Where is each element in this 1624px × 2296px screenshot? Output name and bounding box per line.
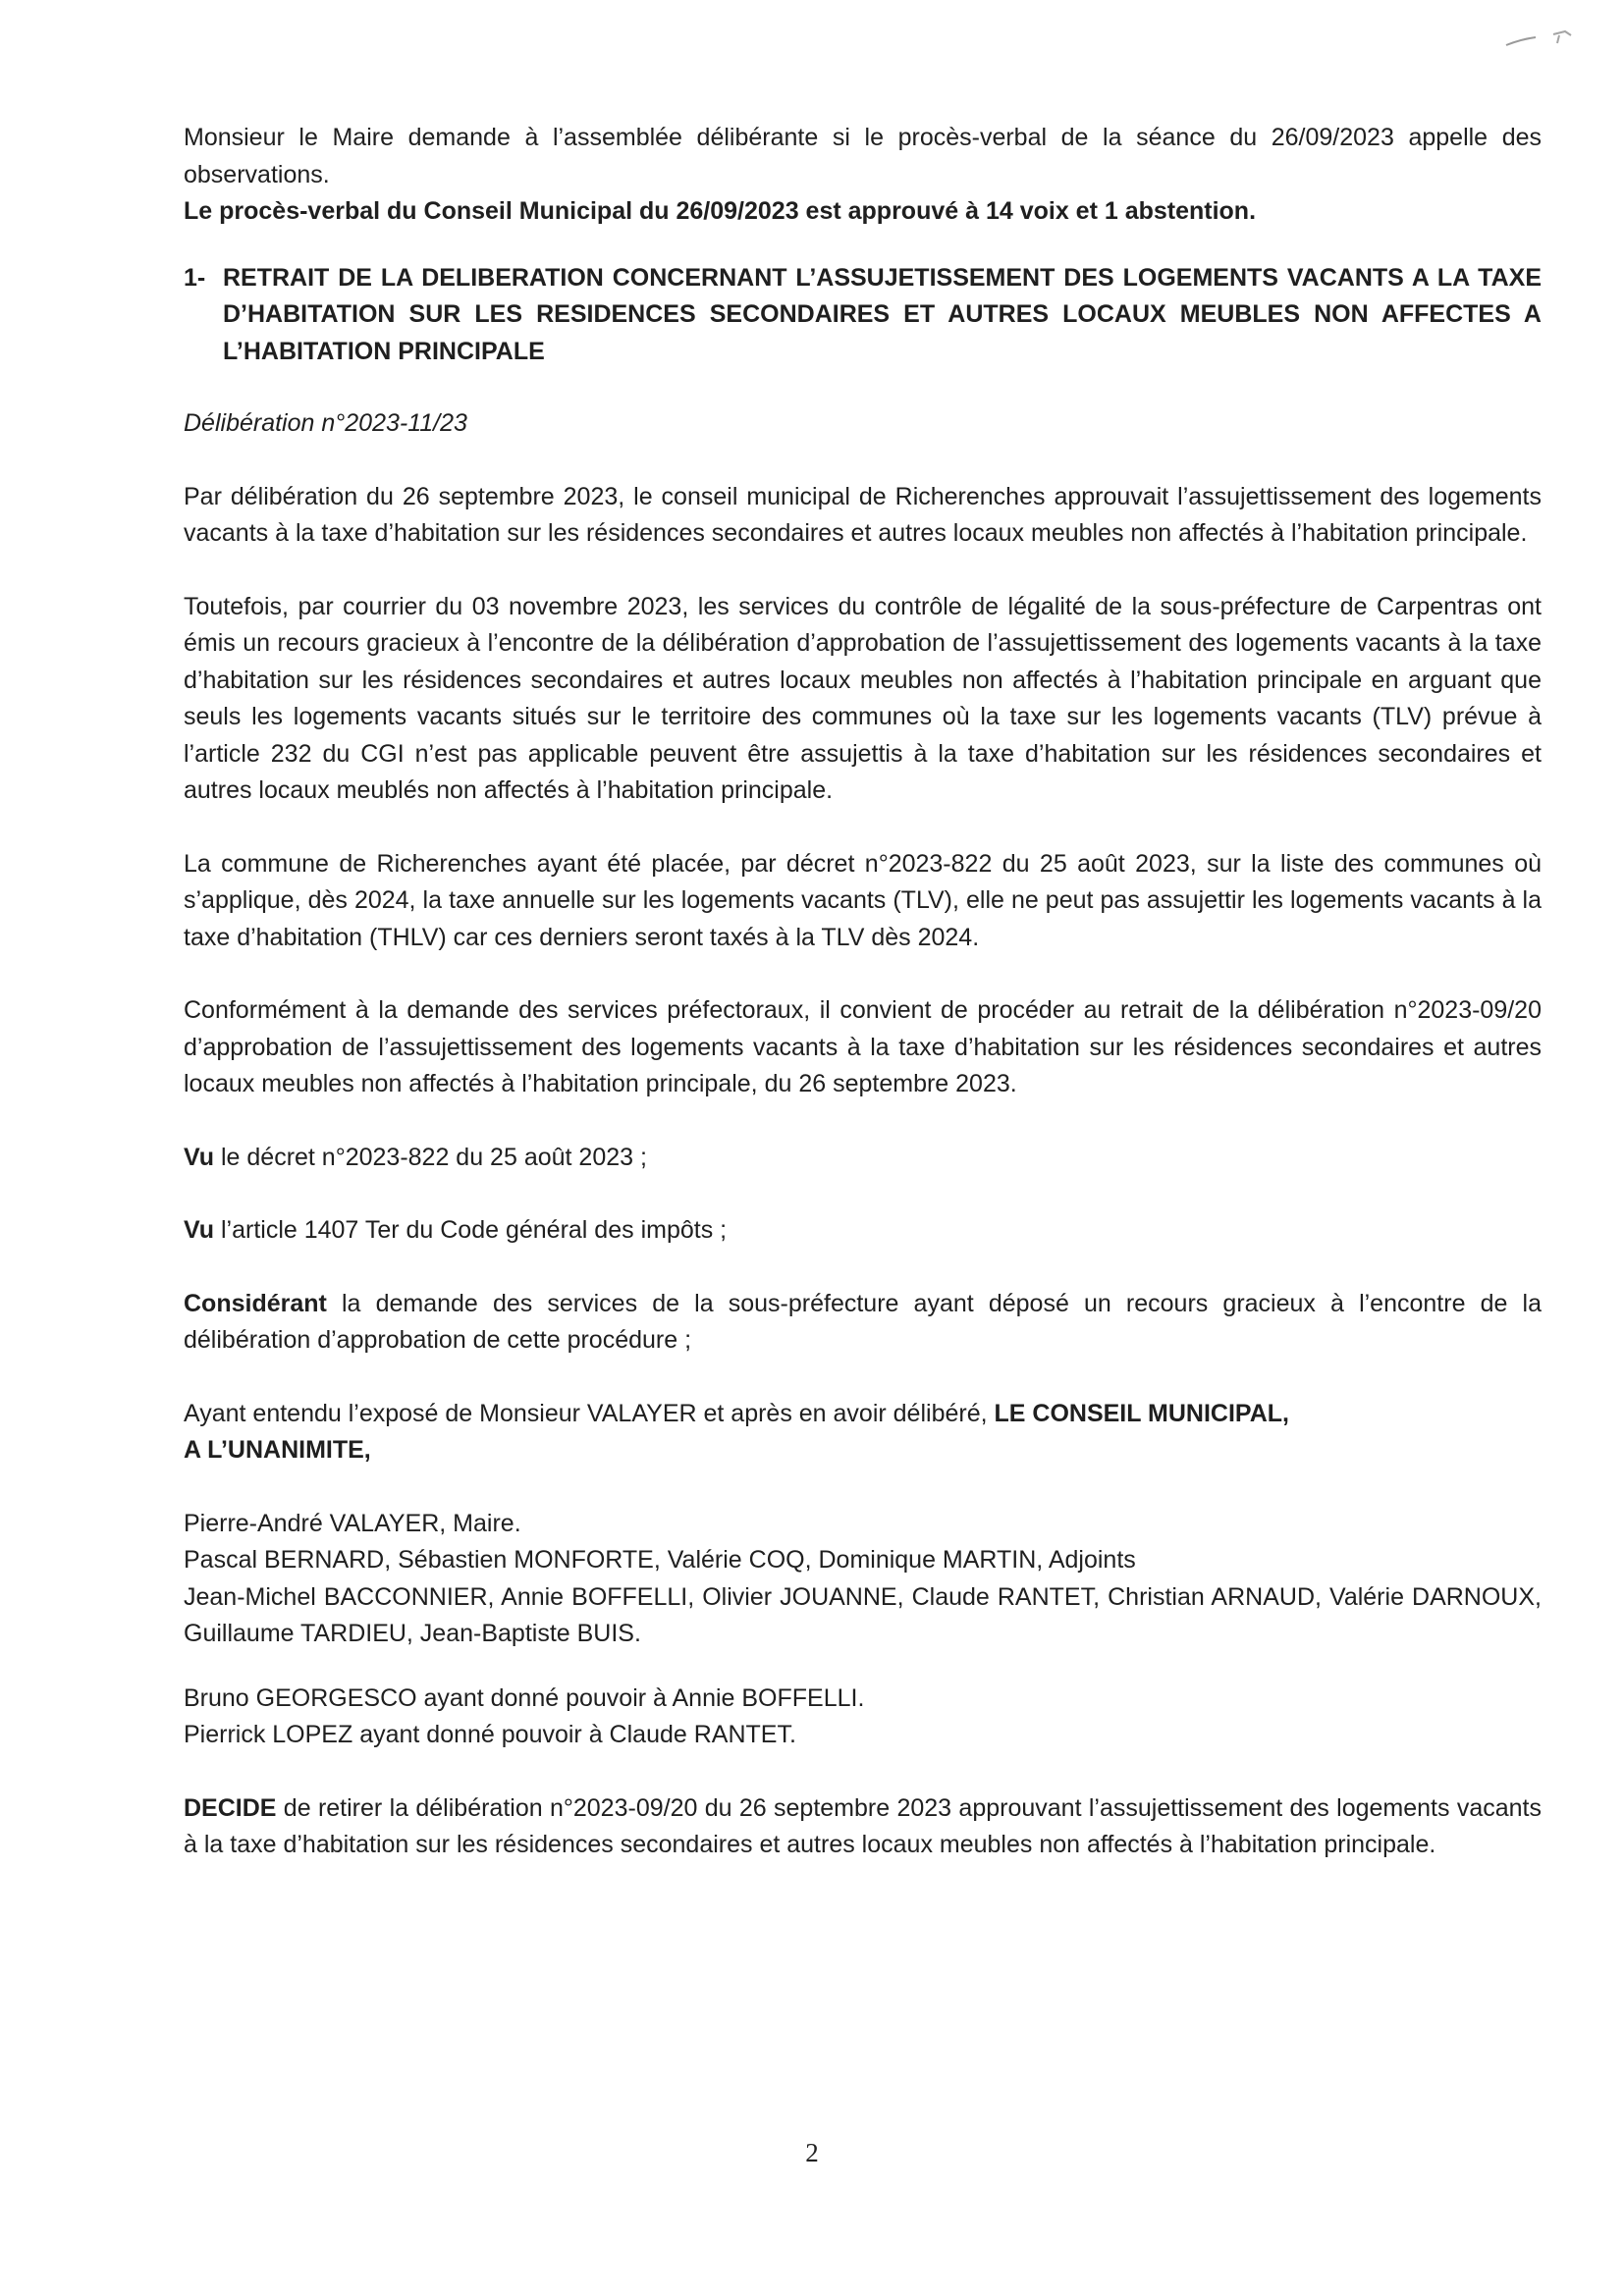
section-heading (184, 260, 1542, 371)
proxy-2: Pierrick LOPEZ ayant donné pouvoir à Claude RANTET. (184, 1721, 796, 1748)
paragraph-3: La commune de Richerenches ayant été placée, par décret n°2023-822 du 25 août 2023, sur la liste des communes où s’applique, dès 2024, la taxe annuelle sur les logements vacants (TLV), elle ne peut pas assujettir les logements vacants à la taxe d’habitation (THLV) car ces derniers seront taxés à la TLV dès 2024. (184, 849, 1542, 951)
proxy-1: Bruno GEORGESCO ayant donné pouvoir à Annie BOFFELLI. (184, 1683, 865, 1712)
intro-line: Monsieur le Maire demande à l’assemblée délibérante si le procès-verbal de la séance du 26/09/2023 appelle des observations. (184, 124, 1542, 188)
approval-statement: Le procès-verbal du Conseil Municipal du 26/09/2023 est approuvé à 14 voix et 1 abstention. (184, 197, 1257, 225)
vu-article (184, 1212, 1542, 1250)
document-page (184, 120, 1542, 1864)
attendee-adjoints: Pascal BERNARD, Sébastien MONFORTE, Valérie COQ, Dominique MARTIN, Adjoints (184, 1546, 1136, 1574)
decision-label: DECIDE (184, 1793, 277, 1822)
conseil-municipal: LE CONSEIL MUNICIPAL, (994, 1399, 1289, 1427)
decision (184, 1790, 1542, 1864)
considerant-label: Considérant (184, 1289, 327, 1317)
vu-article-text: l’article 1407 Ter du Code général des impôts ; (214, 1216, 728, 1244)
scan-artifact-mark (1496, 26, 1585, 55)
deliberation-number: Délibération n°2023-11/23 (184, 409, 467, 437)
paragraph-1: Par délibération du 26 septembre 2023, le conseil municipal de Richerenches approuvait l’assujettissement des logements vacants à la taxe d’habitation sur les résidences secondaires et autres locaux meubles non affectés à l’habitation principale. (184, 482, 1542, 547)
ayant-entendu-text: Ayant entendu l’exposé de Monsieur VALAYER et après en avoir délibéré, (184, 1399, 995, 1427)
attendee-maire: Pierre-André VALAYER, Maire. (184, 1509, 521, 1537)
unanimite: A L’UNANIMITE, (184, 1436, 371, 1464)
vu-decret (184, 1140, 1542, 1177)
section-title: RETRAIT DE LA DELIBERATION CONCERNANT L’ASSUJETISSEMENT DES LOGEMENTS VACANTS A LA TAXE D’HABITATION SUR LES RESIDENCES SECONDAIRES ET AUTRES LOCAUX MEUBLES NON AFFECTES A L’HABITATION PRINCIPALE (223, 263, 1542, 365)
vu-label: Vu (184, 1143, 215, 1171)
section-number: 1- (184, 263, 206, 292)
page-number: 2 (805, 2138, 819, 2167)
paragraph-4: Conformément à la demande des services préfectoraux, il convient de procéder au retrait de la délibération n°2023-09/20 d’approbation de l’assujettissement des logements vacants à la taxe d’habitation sur les résidences secondaires et autres locaux meubles non affectés à l’habitation principale, du 26 septembre 2023. (184, 996, 1542, 1097)
decision-text: de retirer la délibération n°2023-09/20 du 26 septembre 2023 approuvant l’assujettissement des logements vacants à la taxe d’habitation sur les résidences secondaires et autres locaux meubles non affectés à l’habitation principale. (184, 1793, 1542, 1858)
attendee-conseillers: Jean-Michel BACCONNIER, Annie BOFFELLI, Olivier JOUANNE, Claude RANTET, Christian ARNAUD, Valérie DARNOUX, Guillaume TARDIEU, Jean-Baptiste BUIS. (184, 1582, 1542, 1647)
vu-label: Vu (184, 1216, 215, 1244)
proxies-block (184, 1681, 1542, 1754)
paragraph-2: Toutefois, par courrier du 03 novembre 2023, les services du contrôle de légalité de la sous-préfecture de Carpentras ont émis un recours gracieux à l’encontre de la délibération d’approbation de l’assujettissement des logements vacants à la taxe d’habitation sur les résidences secondaires et autres locaux meubles non affectés à l’habitation principale en arguant que seuls les logements vacants situés sur le territoire des communes où la taxe sur les logements vacants (TLV) prévue à l’article 232 du CGI n’est pas applicable peuvent être assujettis à la taxe d’habitation sur les résidences secondaires et autres locaux meublés non affectés à l’habitation principale. (184, 592, 1542, 804)
considerant (184, 1286, 1542, 1360)
ayant-entendu (184, 1396, 1542, 1433)
considerant-text: la demande des services de la sous-préfecture ayant déposé un recours gracieux à l’encontre de la délibération d’approbation de cette procédure ; (184, 1289, 1542, 1354)
vu-decret-text: le décret n°2023-822 du 25 août 2023 ; (214, 1143, 647, 1171)
attendees-block (184, 1506, 1542, 1653)
